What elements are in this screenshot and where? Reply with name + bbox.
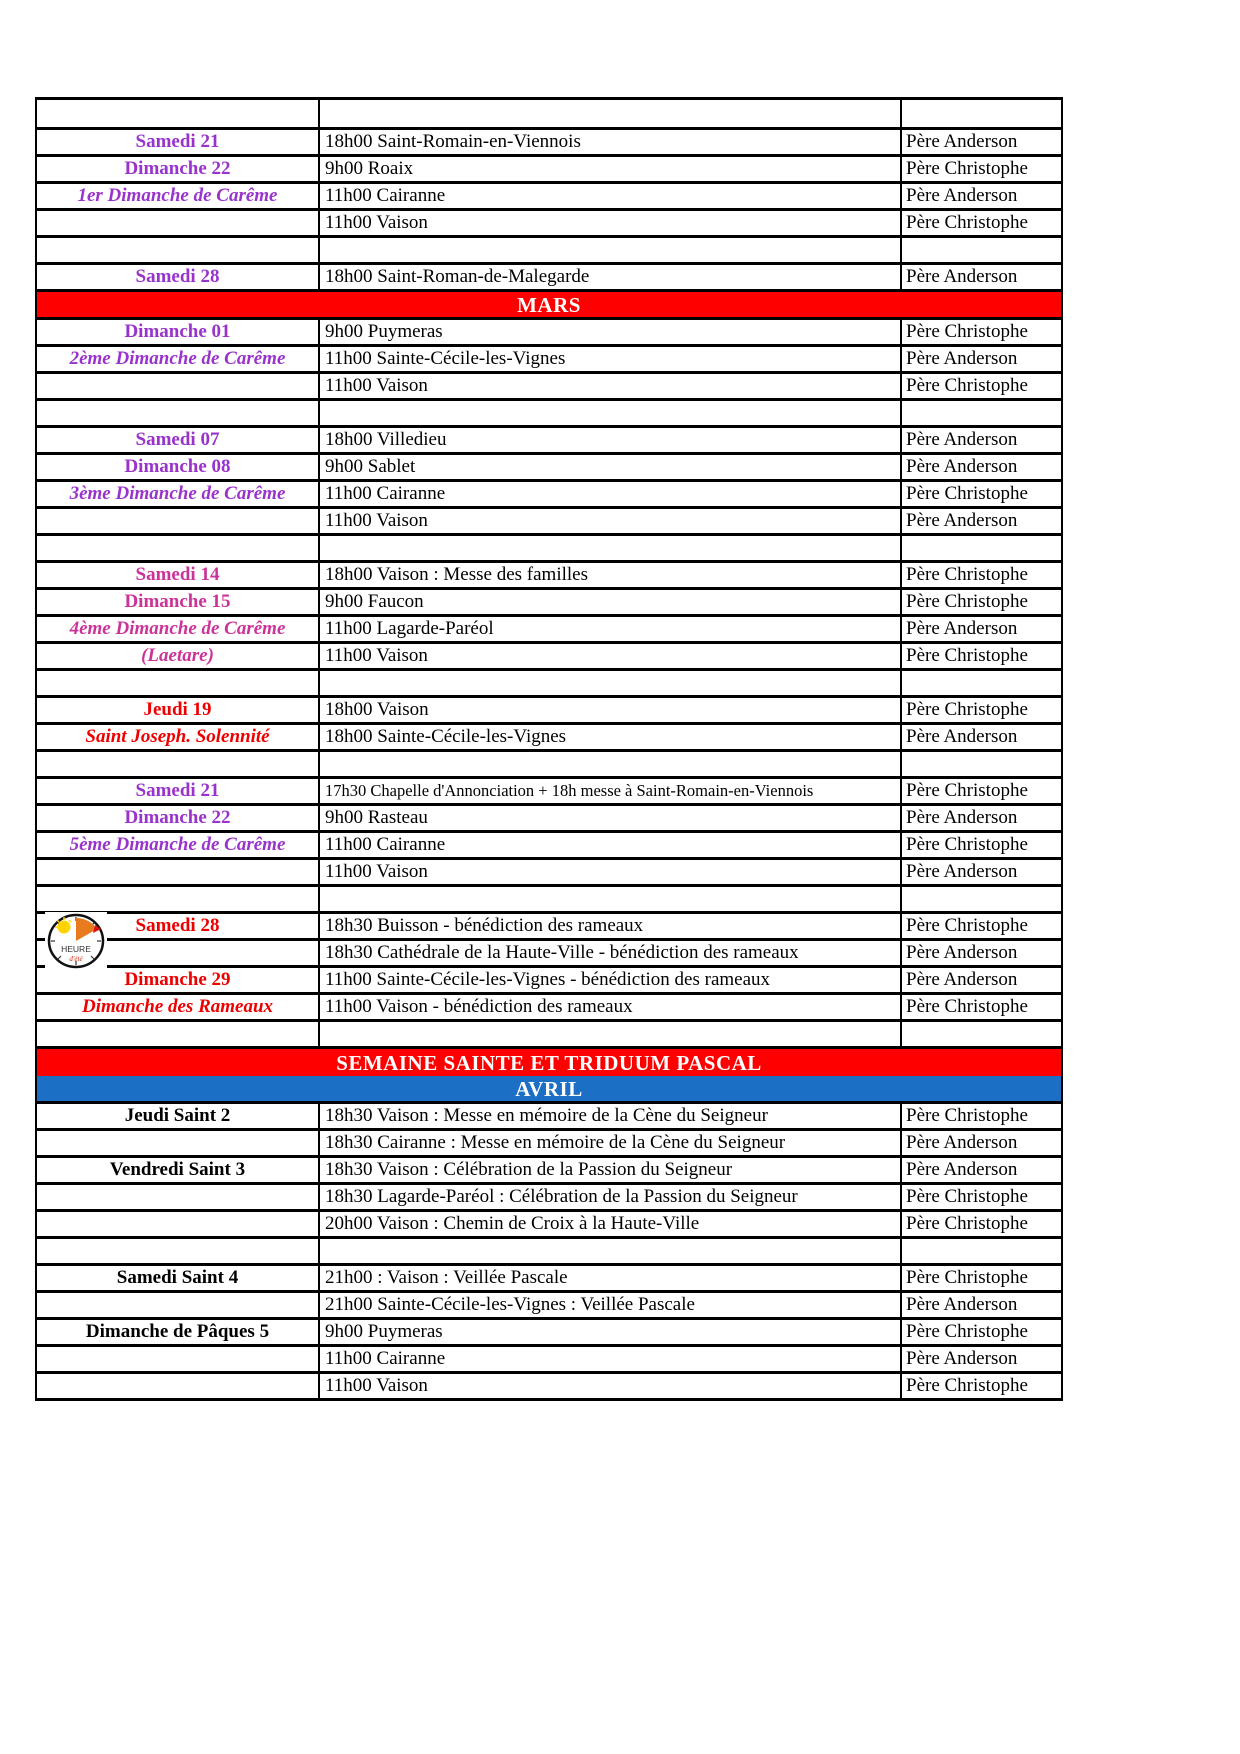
priest-cell: Père Christophe — [906, 483, 1028, 504]
table-row — [37, 1212, 1061, 1239]
event-cell — [320, 1022, 902, 1046]
priest-cell: Père Anderson — [906, 429, 1018, 450]
date-cell: Dimanche 22 — [37, 157, 320, 181]
table-row — [37, 725, 1061, 752]
event-cell: 11h00 Vaison - bénédiction des rameaux — [320, 995, 902, 1019]
priest-cell: Père Christophe — [906, 158, 1028, 179]
priest-cell — [902, 100, 1061, 127]
table-row — [37, 265, 1061, 292]
table-row — [37, 1293, 1061, 1320]
priest-cell: Père Anderson — [906, 510, 1018, 531]
event-cell: 11h00 Cairanne — [320, 833, 902, 857]
date-cell: Samedi 28 — [37, 265, 320, 289]
priest-cell — [902, 1022, 1061, 1046]
table-row — [37, 779, 1061, 806]
date-cell: Dimanche des Rameaux — [37, 995, 320, 1019]
spacer-row — [37, 887, 1061, 914]
priest-cell: Père Christophe — [906, 1375, 1028, 1396]
table-row — [37, 806, 1061, 833]
table-row — [37, 1266, 1061, 1293]
date-cell: Samedi 07 — [37, 428, 320, 452]
date-cell — [37, 374, 320, 398]
date-cell: Samedi 21 — [37, 130, 320, 154]
table-row — [37, 482, 1061, 509]
heure-dete-logo — [45, 912, 107, 970]
date-cell — [37, 1022, 320, 1046]
date-cell: Dimanche 15 — [37, 590, 320, 614]
priest-cell — [902, 671, 1061, 695]
date-cell — [37, 1185, 320, 1209]
date-cell — [37, 752, 320, 776]
event-cell: 9h00 Sablet — [320, 455, 902, 479]
event-cell — [320, 887, 902, 911]
date-cell: Samedi 14 — [37, 563, 320, 587]
table-row — [37, 428, 1061, 455]
date-cell — [37, 1347, 320, 1371]
section-banner — [37, 292, 1061, 320]
event-cell: 9h00 Roaix — [320, 157, 902, 181]
table-row — [37, 509, 1061, 536]
date-cell: Jeudi 19 — [37, 698, 320, 722]
event-cell: 11h00 Lagarde-Paréol — [320, 617, 902, 641]
table-row — [37, 914, 1061, 941]
event-cell — [320, 238, 902, 262]
date-cell: Samedi 21 — [37, 779, 320, 803]
priest-cell: Père Anderson — [906, 1294, 1018, 1315]
table-row — [37, 1185, 1061, 1212]
event-cell: 17h30 Chapelle d'Annonciation + 18h messe à Saint-Romain-en-Viennois — [320, 779, 902, 803]
priest-cell: Père Anderson — [906, 618, 1018, 639]
event-cell: 9h00 Puymeras — [320, 1320, 902, 1344]
date-cell: Jeudi Saint 2 — [37, 1104, 320, 1128]
event-cell: 11h00 Vaison — [320, 644, 902, 668]
table-row — [37, 860, 1061, 887]
date-cell: 4ème Dimanche de Carême — [37, 617, 320, 641]
event-cell: 21h00 : Vaison : Veillée Pascale — [320, 1266, 902, 1290]
spacer-row — [37, 238, 1061, 265]
priest-cell: Père Christophe — [906, 996, 1028, 1017]
banner-label: SEMAINE SAINTE ET TRIDUUM PASCAL — [336, 1050, 762, 1075]
event-cell: 11h00 Vaison — [320, 860, 902, 884]
date-cell — [37, 238, 320, 262]
event-cell: 18h30 Cairanne : Messe en mémoire de la Cène du Seigneur — [320, 1131, 902, 1155]
priest-cell: Père Christophe — [906, 321, 1028, 342]
section-banner — [37, 1076, 1061, 1104]
spacer-row — [37, 671, 1061, 698]
table-row — [37, 1104, 1061, 1131]
table-row — [37, 211, 1061, 238]
table-row — [37, 563, 1061, 590]
date-cell — [37, 860, 320, 884]
date-cell: 3ème Dimanche de Carême — [37, 482, 320, 506]
priest-cell — [902, 887, 1061, 911]
priest-cell: Père Anderson — [906, 726, 1018, 747]
event-cell: 18h30 Lagarde-Paréol : Célébration de la Passion du Seigneur — [320, 1185, 902, 1209]
priest-cell: Père Anderson — [906, 266, 1018, 287]
date-cell: Dimanche 08 — [37, 455, 320, 479]
priest-cell: Père Christophe — [906, 591, 1028, 612]
priest-cell — [902, 536, 1061, 560]
date-cell — [37, 1212, 320, 1236]
date-cell — [37, 1239, 320, 1263]
section-banner — [37, 1049, 1061, 1076]
spacer-row — [37, 752, 1061, 779]
date-cell — [37, 887, 320, 911]
event-cell: 11h00 Sainte-Cécile-les-Vignes — [320, 347, 902, 371]
banner-label: AVRIL — [515, 1076, 583, 1101]
event-cell: 18h00 Sainte-Cécile-les-Vignes — [320, 725, 902, 749]
schedule-table — [35, 97, 1063, 1401]
event-cell: 21h00 Sainte-Cécile-les-Vignes : Veillée Pascale — [320, 1293, 902, 1317]
priest-cell: Père Christophe — [906, 1267, 1028, 1288]
table-row — [37, 1374, 1061, 1401]
table-row — [37, 644, 1061, 671]
table-row — [37, 1347, 1061, 1374]
event-cell — [320, 100, 902, 127]
date-cell — [37, 1374, 320, 1398]
priest-cell: Père Anderson — [906, 456, 1018, 477]
table-row — [37, 617, 1061, 644]
date-cell — [37, 1131, 320, 1155]
event-cell: 11h00 Vaison — [320, 211, 902, 235]
priest-cell: Père Anderson — [906, 185, 1018, 206]
event-cell — [320, 536, 902, 560]
date-cell: Dimanche 29 — [37, 968, 320, 992]
priest-cell: Père Christophe — [906, 1321, 1028, 1342]
priest-cell: Père Christophe — [906, 564, 1028, 585]
event-cell — [320, 671, 902, 695]
event-cell: 18h30 Cathédrale de la Haute-Ville - bénédiction des rameaux — [320, 941, 902, 965]
table-row — [37, 968, 1061, 995]
priest-cell: Père Anderson — [906, 348, 1018, 369]
table-row — [37, 1131, 1061, 1158]
event-cell — [320, 752, 902, 776]
priest-cell: Père Anderson — [906, 1132, 1018, 1153]
priest-cell: Père Anderson — [906, 861, 1018, 882]
event-cell: 9h00 Puymeras — [320, 320, 902, 344]
event-cell — [320, 401, 902, 425]
event-cell: 11h00 Cairanne — [320, 184, 902, 208]
priest-cell: Père Christophe — [906, 1105, 1028, 1126]
priest-cell: Père Christophe — [906, 915, 1028, 936]
clock-icon — [45, 912, 107, 970]
table-row — [37, 1320, 1061, 1347]
date-cell: Samedi 28 — [37, 914, 320, 938]
priest-cell: Père Anderson — [906, 807, 1018, 828]
event-cell: 18h30 Vaison : Célébration de la Passion du Seigneur — [320, 1158, 902, 1182]
table-row — [37, 157, 1061, 184]
table-row — [37, 347, 1061, 374]
date-cell — [37, 100, 320, 127]
date-cell — [37, 671, 320, 695]
date-cell: (Laetare) — [37, 644, 320, 668]
table-row — [37, 374, 1061, 401]
table-row — [37, 941, 1061, 968]
logo-text-heure: HEURE — [61, 944, 91, 954]
date-cell: Dimanche 01 — [37, 320, 320, 344]
date-cell: Saint Joseph. Solennité — [37, 725, 320, 749]
priest-cell: Père Christophe — [906, 1186, 1028, 1207]
event-cell: 11h00 Cairanne — [320, 482, 902, 506]
date-cell: Dimanche 22 — [37, 806, 320, 830]
spacer-row — [37, 100, 1061, 130]
event-cell: 9h00 Rasteau — [320, 806, 902, 830]
date-cell — [37, 211, 320, 235]
priest-cell: Père Anderson — [906, 942, 1018, 963]
date-cell: 1er Dimanche de Carême — [37, 184, 320, 208]
table-row — [37, 455, 1061, 482]
priest-cell: Père Anderson — [906, 131, 1018, 152]
table-row — [37, 995, 1061, 1022]
priest-cell: Père Christophe — [906, 834, 1028, 855]
priest-cell: Père Christophe — [906, 375, 1028, 396]
table-row — [37, 320, 1061, 347]
date-cell — [37, 401, 320, 425]
table-row — [37, 130, 1061, 157]
banner-label: MARS — [517, 292, 581, 317]
priest-cell — [902, 752, 1061, 776]
priest-cell — [902, 401, 1061, 425]
event-cell: 11h00 Sainte-Cécile-les-Vignes - bénédiction des rameaux — [320, 968, 902, 992]
event-cell: 11h00 Vaison — [320, 374, 902, 398]
priest-cell: Père Anderson — [906, 1348, 1018, 1369]
priest-cell — [902, 1239, 1061, 1263]
spacer-row — [37, 536, 1061, 563]
date-cell: Vendredi Saint 3 — [37, 1158, 320, 1182]
event-cell: 18h00 Villedieu — [320, 428, 902, 452]
spacer-row — [37, 1022, 1061, 1049]
logo-text-dete: d'été — [69, 955, 83, 963]
event-cell: 9h00 Faucon — [320, 590, 902, 614]
date-cell — [37, 1293, 320, 1317]
date-cell: 5ème Dimanche de Carême — [37, 833, 320, 857]
event-cell: 20h00 Vaison : Chemin de Croix à la Haute-Ville — [320, 1212, 902, 1236]
priest-cell: Père Christophe — [906, 212, 1028, 233]
table-row — [37, 1158, 1061, 1185]
table-row — [37, 833, 1061, 860]
date-cell — [37, 536, 320, 560]
event-cell: 18h00 Saint-Romain-en-Viennois — [320, 130, 902, 154]
spacer-row — [37, 1239, 1061, 1266]
event-cell: 18h00 Vaison — [320, 698, 902, 722]
priest-cell: Père Christophe — [906, 780, 1028, 801]
event-cell: 18h00 Vaison : Messe des familles — [320, 563, 902, 587]
table-row — [37, 590, 1061, 617]
event-cell: 18h30 Vaison : Messe en mémoire de la Cène du Seigneur — [320, 1104, 902, 1128]
priest-cell: Père Christophe — [906, 645, 1028, 666]
table-row — [37, 698, 1061, 725]
event-cell: 18h30 Buisson - bénédiction des rameaux — [320, 914, 902, 938]
date-cell — [37, 509, 320, 533]
event-cell: 11h00 Vaison — [320, 1374, 902, 1398]
priest-cell: Père Anderson — [906, 1159, 1018, 1180]
event-cell: 18h00 Saint-Roman-de-Malegarde — [320, 265, 902, 289]
date-cell: Dimanche de Pâques 5 — [37, 1320, 320, 1344]
date-cell: 2ème Dimanche de Carême — [37, 347, 320, 371]
event-cell — [320, 1239, 902, 1263]
event-cell: 11h00 Cairanne — [320, 1347, 902, 1371]
spacer-row — [37, 401, 1061, 428]
priest-cell: Père Christophe — [906, 699, 1028, 720]
priest-cell: Père Anderson — [906, 969, 1018, 990]
priest-cell — [902, 238, 1061, 262]
date-cell: Samedi Saint 4 — [37, 1266, 320, 1290]
priest-cell: Père Christophe — [906, 1213, 1028, 1234]
table-row — [37, 184, 1061, 211]
event-cell: 11h00 Vaison — [320, 509, 902, 533]
